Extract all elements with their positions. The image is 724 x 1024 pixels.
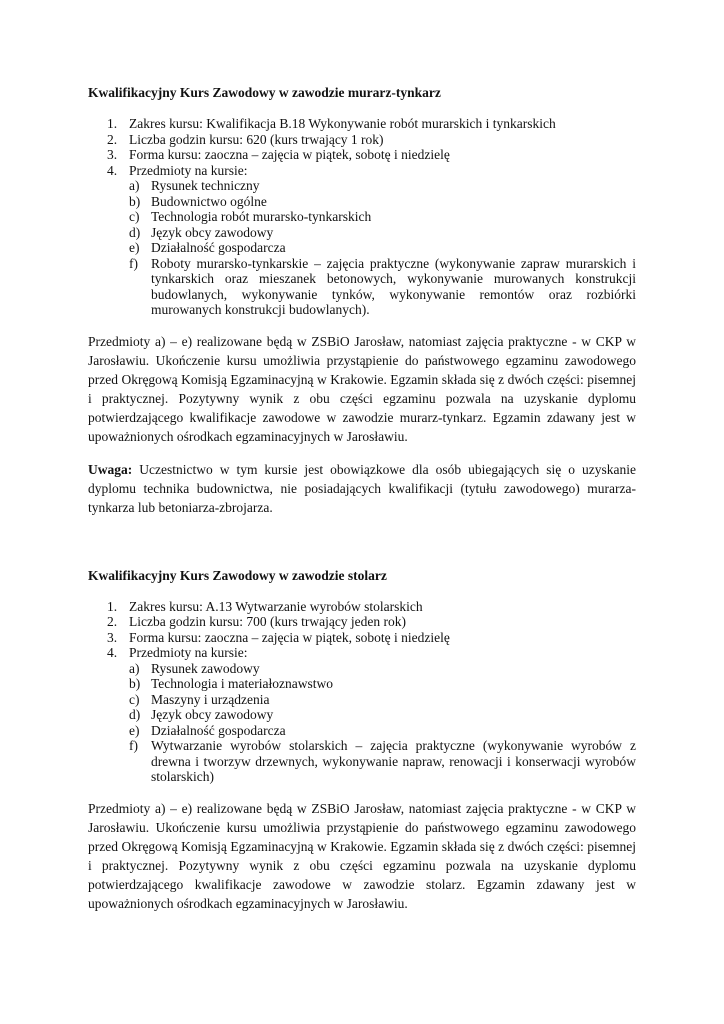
- subject-item: [129, 194, 636, 210]
- course-description: Przedmioty a) – e) realizowane będą w ZSBiO Jarosław, natomiast zajęcia praktyczne - w CKP w Jarosławiu. Ukończenie kursu umożliwia przystąpienie do państwowego egzaminu zawodowego przed Okręgową Komisją Egzaminacyjną w Krakowie. Egzamin składa się z dwóch części: pisemnej i praktycznej. Pozytywny wynik z obu części egzaminu pozwala na uzyskanie dyplomu potwierdzającego kwalifikacje zawodowe w zawodzie murarz-tynkarz. Egzamin zdawany jest w upoważnionych ośrodkach egzaminacyjnych w Jarosławiu.: [88, 333, 636, 444]
- subject-text: Technologia robót murarsko-tynkarskich: [151, 209, 372, 224]
- section-stolarz: [88, 567, 636, 913]
- subject-item: [129, 240, 636, 256]
- subjects-list: [129, 661, 636, 785]
- item-text: Forma kursu: zaoczna – zajęcia w piątek, sobotę i niedzielę: [129, 147, 450, 162]
- subject-letter: c): [129, 209, 140, 224]
- subject-letter: e): [129, 240, 140, 255]
- course-info-list: [88, 599, 636, 785]
- list-item: [88, 614, 636, 630]
- subject-text: Rysunek zawodowy: [151, 660, 260, 676]
- course-info-list: [88, 116, 636, 318]
- subject-item: [129, 707, 636, 723]
- subject-item: [129, 178, 636, 194]
- subject-item: [129, 225, 636, 241]
- item-text: Przedmioty na kursie:: [129, 162, 248, 178]
- note-paragraph: [88, 460, 636, 517]
- note-text: Uczestnictwo w tym kursie jest obowiązkowe dla osób ubiegających się o uzyskanie dyplomu technika budownictwa, nie posiadających kwalifikacji (tytułu zawodowego) murarza-tynkarza lub betoniarza-zbrojarza.: [88, 461, 636, 515]
- subject-letter: b): [129, 676, 141, 691]
- subject-text: Budownictwo ogólne: [151, 193, 267, 209]
- subject-item: [129, 738, 636, 785]
- section-title: Kwalifikacyjny Kurs Zawodowy w zawodzie stolarz: [88, 567, 387, 583]
- subject-letter: f): [129, 255, 138, 271]
- item-number: 2.: [107, 131, 118, 147]
- item-number: 2.: [107, 614, 118, 629]
- subject-item: [129, 661, 636, 677]
- item-number: 1.: [107, 598, 118, 614]
- item-number: 3.: [107, 147, 118, 162]
- subject-text: Rysunek techniczny: [151, 178, 260, 193]
- course-description: Przedmioty a) – e) realizowane będą w ZSBiO Jarosław, natomiast zajęcia praktyczne - w CKP w Jarosławiu. Ukończenie kursu umożliwia przystąpienie do państwowego egzaminu zawodowego przed Okręgową Komisją Egzaminacyjną w Krakowie. Egzamin składa się z dwóch części: pisemnej i praktycznej. Pozytywny wynik z obu części egzaminu pozwala na uzyskanie dyplomu potwierdzającego kwalifikacje zawodowe w zawodzie stolarz. Egzamin zdawany jest w upoważnionych ośrodkach egzaminacyjnych w Jarosławiu.: [88, 800, 636, 911]
- subject-text: Technologia i materiałoznawstwo: [151, 676, 333, 691]
- subject-item: [129, 209, 636, 225]
- list-item: [88, 630, 636, 646]
- subject-text: Roboty murarsko-tynkarskie – zajęcia praktyczne (wykonywanie zapraw murarskich i tynkarskich oraz mieszanek betonowych, wykonywanie murowanych konstrukcji budowlanych, wykonywanie tynków, wykonywanie remontów oraz rozbiórki murowanych konstrukcji budowlanych).: [151, 255, 636, 317]
- item-text: Liczba godzin kursu: 620 (kurs trwający 1 rok): [129, 131, 384, 147]
- subject-text: Działalność gospodarcza: [151, 722, 286, 738]
- item-text: Forma kursu: zaoczna – zajęcia w piątek, sobotę i niedzielę: [129, 629, 450, 645]
- subject-text: Wytwarzanie wyrobów stolarskich – zajęcia praktyczne (wykonywanie wyrobów z drewna i tworzyw drzewnych, wykonywanie napraw, renowacji i konserwacji wyrobów stolarskich): [151, 738, 636, 784]
- note-label: Uwaga:: [88, 461, 133, 477]
- subject-text: Język obcy zawodowy: [151, 224, 274, 240]
- list-item: [88, 116, 636, 132]
- item-number: 3.: [107, 629, 118, 645]
- item-text: Zakres kursu: A.13 Wytwarzanie wyrobów stolarskich: [129, 598, 423, 614]
- subject-text: Maszyny i urządzenia: [151, 691, 270, 707]
- list-item: [88, 599, 636, 615]
- list-item: [88, 147, 636, 163]
- list-item: [88, 132, 636, 148]
- item-text: Zakres kursu: Kwalifikacja B.18 Wykonywanie robót murarskich i tynkarskich: [129, 116, 556, 131]
- item-number: 4.: [107, 162, 118, 178]
- item-number: 4.: [107, 645, 118, 660]
- subject-item: [129, 692, 636, 708]
- subject-text: Działalność gospodarcza: [151, 240, 286, 255]
- subject-item: [129, 676, 636, 692]
- subject-item: [129, 723, 636, 739]
- item-text: Przedmioty na kursie:: [129, 645, 248, 660]
- subject-letter: b): [129, 193, 141, 209]
- list-item: [88, 645, 636, 785]
- item-text: Liczba godzin kursu: 700 (kurs trwający jeden rok): [129, 614, 407, 629]
- subject-letter: d): [129, 224, 141, 240]
- list-item: [88, 163, 636, 318]
- subject-letter: a): [129, 660, 140, 676]
- subject-item: [129, 256, 636, 318]
- subject-text: Język obcy zawodowy: [151, 707, 274, 722]
- subject-letter: d): [129, 707, 141, 722]
- subject-letter: c): [129, 691, 140, 707]
- subject-letter: f): [129, 738, 138, 753]
- section-murarz-tynkarz: [88, 84, 636, 517]
- subject-letter: e): [129, 722, 140, 738]
- item-number: 1.: [107, 116, 118, 131]
- subject-letter: a): [129, 178, 140, 193]
- section-title: Kwalifikacyjny Kurs Zawodowy w zawodzie murarz-tynkarz: [88, 85, 441, 100]
- subjects-list: [129, 178, 636, 318]
